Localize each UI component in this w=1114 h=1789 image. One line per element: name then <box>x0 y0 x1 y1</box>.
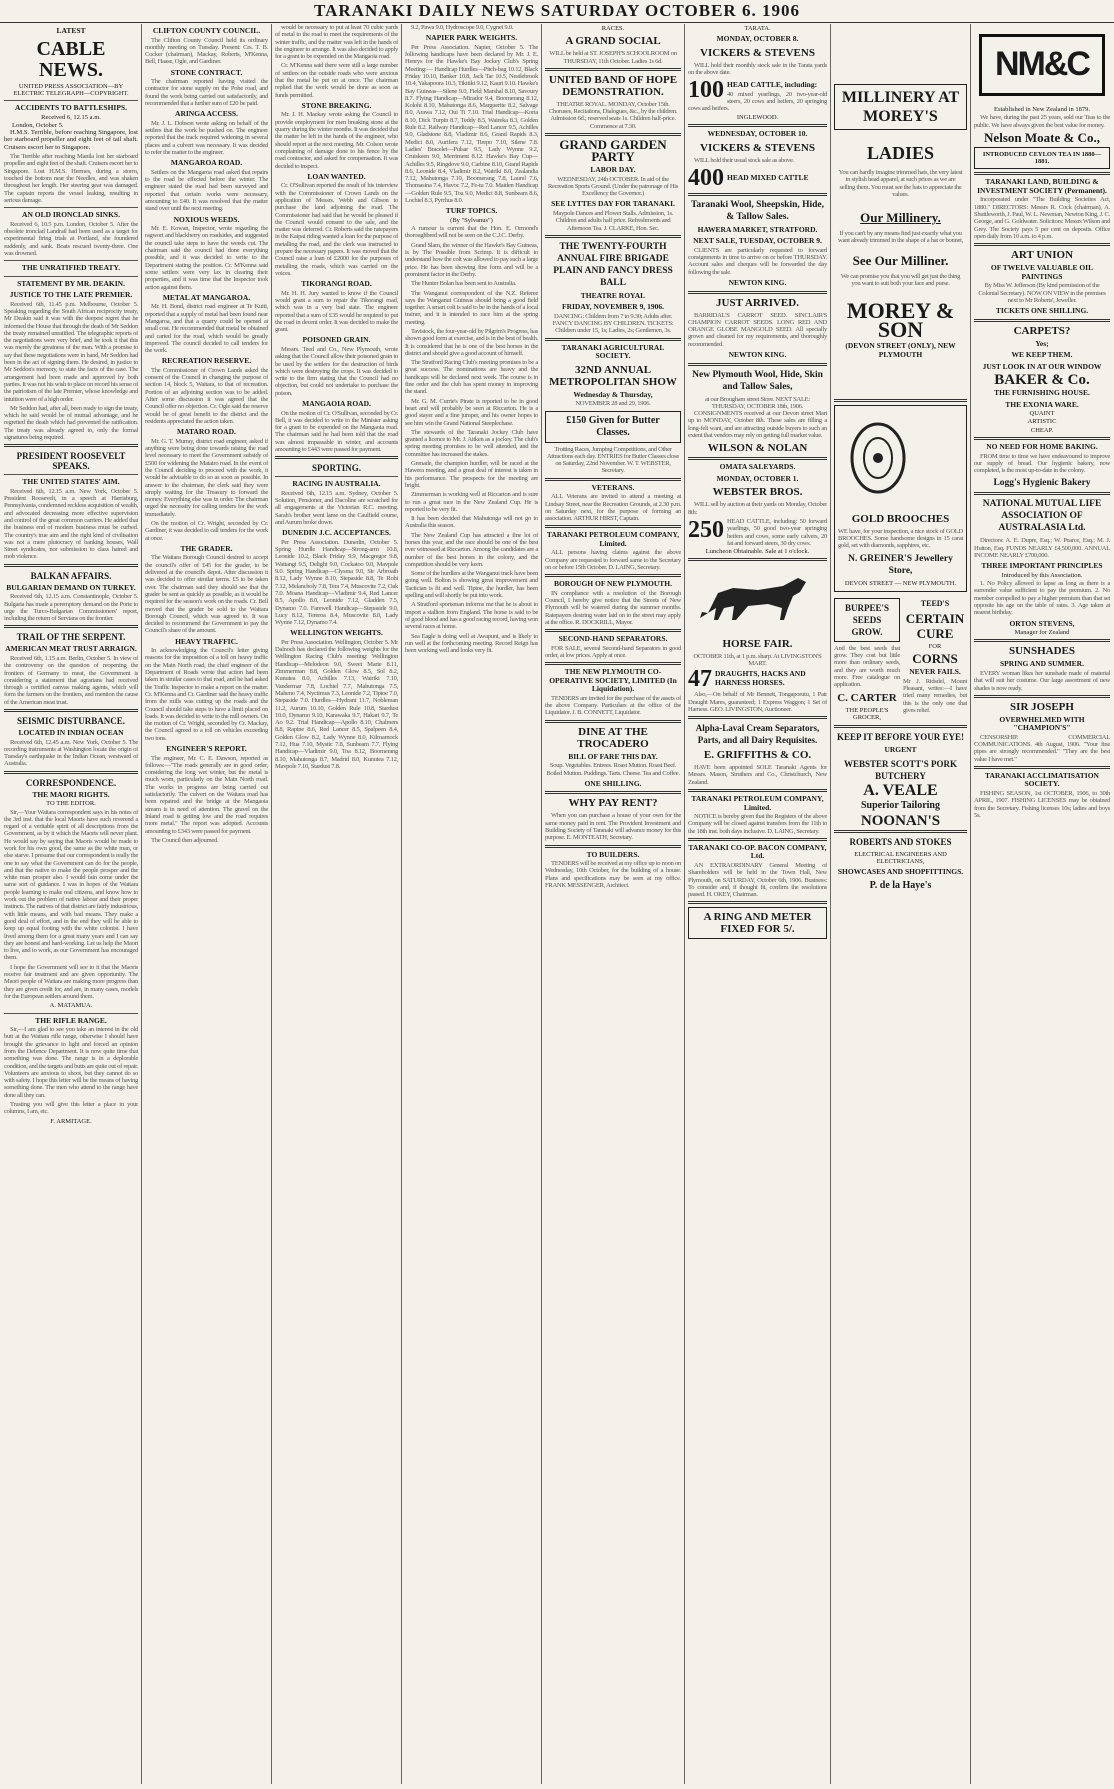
press-assoc-note: UNITED PRESS ASSOCIATION—BY ELECTRIC TELEGRAPH—COPYRIGHT. <box>13 82 129 97</box>
ad-ring-meter: A RING AND METER FIXED FOR 5/. <box>688 907 827 939</box>
headline-wellington: WELLINGTON WEIGHTS. <box>290 628 383 638</box>
headline-ironclad: AN OLD IRONCLAD SINKS. <box>22 210 120 220</box>
ad-monday-oct1: MONDAY, OCTOBER 1. <box>716 473 799 483</box>
headline-roosevelt: PRESIDENT ROOSEVELT SPEAKS. <box>16 451 126 472</box>
headline-mangaoia: MANGAOIA ROAD. <box>302 399 371 409</box>
ad-window: JUST LOOK IN AT OUR WINDOW <box>982 361 1102 371</box>
ad-artistic: ARTISTIC <box>1027 418 1057 426</box>
headline-noxious: NOXIOUS WEEDS. <box>173 214 240 224</box>
nmc-logo: NM&C <box>979 34 1105 96</box>
ad-roberts: ROBERTS AND STOKES <box>849 836 952 847</box>
ad-ladies: LADIES <box>866 143 935 163</box>
ad-morey-son: MOREY & SON <box>846 298 955 343</box>
ad-acclim: TARANAKI ACCLIMATISATION SOCIETY. <box>985 770 1099 789</box>
ad-omata: OMATA SALEYARDS. <box>719 462 796 472</box>
ad-butter-prize: £150 Given for Butter Classes. <box>545 411 681 443</box>
ad-vickers-2: VICKERS & STEVENS <box>700 141 815 154</box>
horse-icon <box>688 568 827 628</box>
ad-introducing: INTRODUCED CEYLON TEA IN 1880—1881. <box>974 147 1110 170</box>
headline-poisoned: POISONED GRAIN. <box>302 335 371 345</box>
ad-greiner: N. GREINER'S Jewellery Store, <box>848 553 953 576</box>
ad-bacon: TARANAKI CO-OP. BACON COMPANY, Ltd. <box>688 842 827 861</box>
column-rule <box>830 24 831 1784</box>
ad-mixed-cattle: HEAD MIXED CATTLE <box>727 172 809 182</box>
headline-metal: METAL AT MANGAROA. <box>162 292 251 302</box>
column-6: TARATA. MONDAY, OCTOBER 8. VICKERS & STEVENS WILL hold their monthly stock sale in the Tarata yards on the above date. 100 HEAD CATTLE, including: 40 mixed yearlings, 20 two-year-old steers, 20 cows and heifers, 20 springing cows and heifers. INGLEWOOD. WEDNESDAY, OCTOBER 10. VICKERS & STEVENS WILL hold their usual stock sale as above. 400 HEAD MIXED CATTLE Taranaki Wool, Sheepskin, Hide, & Tallow Sales. HAWERA MARKET, STRATFORD. NEXT SALE, TUESDAY, OCTOBER 9. CLIENTS are particularly requested to forward consignments in time to arrive on or before THURSDAY. Account sales and cheques will be forwarded the day following the sale. NEWTON KING. JUST ARRIVED. BARRIDAL'S CARROT SEED. SINCLAIR'S CHAMPION CARROT SEEDS. LONG RED AND ORANGE GLOBE MANGOLD SEED. All specially grown and cleaned for my requirements, and thoroughly recommended. NEWTON KING. New Plymouth Wool, Hide, Skin and Tallow Sales, at our Brougham street Store. NEXT SALE: THURSDAY, OCTOBER 18th, 1906. CONSIGNMENTS received at our Devon street Mart up to MONDAY, October 8th. These sales are filling a long-felt want, and are attracting outside buyers to such an extent that vendors may rely on getting full market value. WILSON & NOLAN OMATA SALEYARDS. MONDAY, OCTOBER 1. WEBSTER BROS. WILL sell by auction at their yards on Monday, October 8th: 250 HEAD CATTLE, including: 50 forward yearlings, 50 good two-year springing heifers and cows, some early calvers, 20 fat and forward steers, 30 dry cows. Luncheon Obtainable. Sale at 1 o'clock. HORSE FAIR. OCTOBER 11th, at 1 p.m. sharp. At LIVINGSTON'S MART. 47 DRAUGHTS, HACKS AND HARNESS HORSES. Also,—On behalf of Mr Bennett, Tongaporutu, 1 Pair Draught Mares, guaranteed; 1 Express Waggon; 1 Set of Harness. GEO. LIVINGSTON, Auctioneer. Alpha-Laval Cream Separators, Parts, and all Dairy Requisites. E. GRIFFITHS & CO. HAVE been appointed SOLE Taranaki Agents for Messrs. Mason, Struthers and Co., Christchurch, New Zealand. TARANAKI PETROLEUM COMPANY, Limited. NOTICE is hereby given that the Registers of the above Company will be closed against transfers from the 11th to the 18th inst. both days inclusive. D. LAING, Secretary. TARANAKI CO-OP. BACON COMPANY, Ltd. AN EXTRAORDINARY General Meeting of Shareholders will be held in the Town Hall, New Plymouth, on SATURDAY, October 6th, 1906. Business: To consider and, if thought fit, confirm the resolutions passed. H. OKEY, Chairman. A RING AND METER FIXED FOR 5/. <box>688 24 827 1784</box>
ad-wilson-nolan: WILSON & NOLAN <box>707 442 808 455</box>
number-47: 47 <box>688 667 712 692</box>
headline-serpent: TRAIL OF THE SERPENT. <box>16 632 126 643</box>
headline-council: CLIFTON COUNTY COUNCIL. <box>152 26 261 35</box>
ad-griffiths: E. GRIFFITHS & CO. <box>703 749 812 762</box>
headline-grader: THE GRADER. <box>180 543 233 553</box>
headline-treaty: THE UNRATIFIED TREATY. <box>21 263 121 273</box>
ad-tailoring: Superior Tailoring <box>860 799 940 811</box>
headline-report: ENGINEER'S REPORT. <box>166 744 247 754</box>
ad-overwhelmed: OVERWHELMED WITH "CHAMPION'S" <box>999 714 1085 733</box>
ad-just-arrived: JUST ARRIVED. <box>716 296 799 309</box>
ad-horse-fair: HORSE FAIR. <box>722 637 793 650</box>
ad-next-sale: NEXT SALE, TUESDAY, OCTOBER 9. <box>693 236 822 246</box>
ad-la-haye: P. de la Haye's <box>869 879 932 891</box>
ad-borough: BOROUGH OF NEW PLYMOUTH. <box>553 579 673 589</box>
ad-carpets: CARPETS? <box>1013 324 1071 337</box>
ad-see-lyttel: SEE LYTTES DAY FOR TARANAKI. <box>551 199 675 209</box>
headline-dunedin: DUNEDIN J.C. ACCEPTANCES. <box>282 528 391 538</box>
brooch-icon <box>838 413 918 503</box>
headline-heavy: HEAVY TRAFFIC. <box>175 636 238 646</box>
headline-meat: AMERICAN MEAT TRUST ARRAIGN. <box>5 644 137 654</box>
cable-news-heading: CABLE NEWS. <box>36 37 106 81</box>
ad-trocadero: DINE AT THE TROCADERO <box>577 725 649 750</box>
headline-bulgarian: BULGARIAN DEMAND ON TURKEY. <box>6 582 136 592</box>
number-400: 400 <box>688 165 724 190</box>
headline-justice: JUSTICE TO THE LATE PREMIER. <box>9 290 133 300</box>
headline-correspondence: CORRESPONDENCE. <box>25 777 117 788</box>
ad-spring: SPRING AND SUMMER. <box>1000 659 1084 669</box>
headline-aringa: ARINGA ACCESS. <box>175 109 238 119</box>
column-rule <box>684 24 685 1784</box>
headline-deakin: STATEMENT BY MR. DEAKIN. <box>17 278 125 288</box>
ad-fire-brigade-ball: THE TWENTY-FOURTH ANNUAL FIRE BRIGADE PLAIN AND FANCY DRESS BALL <box>553 241 673 288</box>
ad-our-millinery: Our Millinery. <box>860 210 941 226</box>
column-8: NM&C Established in New Zealand in 1879. We have, during the past 25 years, sold our Teas to the public. We have always given the best value for money. Nelson Moate & Co., INTRODUCED CEYLON TEA IN 1880—1881. TARANAKI LAND, BUILDING & INVESTMENT SOCIETY (Permanent). Incorporated under "The Building Societies Act, 1880." DIRECTORS: Messrs R. Cock (chairman), A. Shuttleworth, J. Paul, W. L. Newman, Newton King, J. C. George, and G. Goldwater. Solicitors: Messrs Wilson and Grey. The Society pays 5 per cent on deposits. Office open daily from 10 a.m. to 4 p.m. ART UNION OF TWELVE VALUABLE OIL PAINTINGS By Miss W. Jefferson (By kind permission of the Colonial Secretary). NOW ON VIEW in the premises next to Mr Roberts', Jeweller. TICKETS ONE SHILLING. CARPETS? Yes; WE KEEP THEM. JUST LOOK IN AT OUR WINDOW BAKER & Co. THE FURNISHING HOUSE. THE EXONIA WARE. QUAINT ARTISTIC CHEAP. NO NEED FOR HOME BAKING. FROM time to time we have endeavoured to improve our supply of bread. Our hygienic bakery, now completed, is the most up-to-date in the colony. Logg's Hygienic Bakery NATIONAL MUTUAL LIFE ASSOCIATION OF AUSTRALASIA Ltd. Directors: A. E. Dupre, Esq.; W. Pearce, Esq.; M. J. Hutton, Esq. FUNDS NEARLY £4,500,000. ANNUAL INCOME NEARLY £700,000. THREE IMPORTANT PRINCIPLES Introduced by this Association. 1. No Policy allowed to lapse as long as there is a surrender value sufficient to pay the premium. 2. No member compelled to pay a higher premium than that set opposite his age on the table of rates. 3. Age taken at nearest birthday. ORTON STEVENS, Manager for Zealand SUNSHADES SPRING AND SUMMER. EVERY woman likes her sunshade made of material that will suit her costume. Our large assortment of new shades is now ready. SIR JOSEPH OVERWHELMED WITH "CHAMPION'S" CENSORSHIP. COMMERCIAL COMMUNICATIONS. 4th August, 1906. "Your fine pipes are strongly recommended." "They are the best value I have met." TARANAKI ACCLIMATISATION SOCIETY. FISHING SEASON, 1st OCTOBER, 1906, to 30th APRIL, 1907. FISHING LICENSES may be obtained from the Secretary. Fishing licenses 10s; ladies and boys 5s. <box>974 24 1110 1784</box>
ad-head-cattle: HEAD CATTLE, including: <box>727 80 818 90</box>
ad-webster: WEBSTER BROS. <box>712 486 803 499</box>
headline-racing: RACING IN AUSTRALIA. <box>292 479 381 489</box>
ad-yes: Yes; <box>1035 338 1049 348</box>
ad-petroleum: TARANAKI PETROLEUM COMPANY, Limited. <box>546 530 680 548</box>
ad-principles: THREE IMPORTANT PRINCIPLES <box>981 561 1103 571</box>
dateline: London, October 5. <box>12 121 64 129</box>
headline-rifle: THE RIFLE RANGE. <box>35 1015 107 1025</box>
headline-us-aim: THE UNITED STATES' AIM. <box>22 477 120 487</box>
ad-monday: MONDAY, OCTOBER 8. <box>716 34 799 44</box>
ad-garden-party: GRAND GARDEN PARTY <box>559 137 667 165</box>
ad-separators: SECOND-HAND SEPARATORS. <box>558 634 668 644</box>
ad-keep-them: WE KEEP THEM. <box>1011 350 1073 360</box>
headline-loan: LOAN WANTED. <box>307 171 366 181</box>
ad-baking: NO NEED FOR HOME BAKING. <box>986 442 1098 452</box>
ad-gold-brooches: GOLD BROOCHES <box>851 512 950 525</box>
ad-burpees: BURPEE'S SEEDS GROW. <box>834 598 900 642</box>
ad-band-of-hope: UNITED BAND OF HOPE DEMONSTRATION. <box>548 73 678 98</box>
ad-national-mutual: NATIONAL MUTUAL LIFE ASSOCIATION OF AUSTRALASIA Ltd. <box>982 499 1102 534</box>
ad-millinery: MILLINERY AT MOREY'S <box>841 89 960 125</box>
headline-reserve: RECREATION RESERVE. <box>161 356 252 366</box>
ad-bill-of-fare: BILL OF FARE THIS DAY. <box>568 751 658 761</box>
number-250: 250 <box>688 517 724 543</box>
ad-see-our-milliner: See Our Milliner. <box>852 252 949 268</box>
headline-sporting: SPORTING. <box>312 463 361 474</box>
ad-carter-sub: THE PEOPLE'S GROCER, <box>845 706 889 721</box>
ad-teds: TEED'S <box>920 598 950 608</box>
ad-showcases: SHOWCASES AND SHOPFITTINGS. <box>837 867 964 877</box>
ad-certain: CERTAIN <box>905 610 965 626</box>
ad-loggs: Logg's Hygienic Bakery <box>993 478 1091 489</box>
ad-one-shilling: ONE SHILLING. <box>584 778 642 788</box>
ad-never-fails: NEVER FAILS. <box>909 667 961 677</box>
column-rule <box>970 24 971 1784</box>
column-5: RACES. A GRAND SOCIAL WILL be held at ST. JOSEPH'S SCHOOLROOM on THURSDAY, 11th October. Ladies 1s 6d. UNITED BAND OF HOPE DEMONSTRATION. THEATRE ROYAL. MONDAY, October 15th. Choruses, Recitations, Dialogues, &c., by the children. Admission 6d.; reserved seats 1s. Children half-price. Commence at 7.30. GRAND GARDEN PARTY LABOR DAY. WEDNESDAY, 24th OCTOBER. In aid of the Recreation Sports Ground. (Under the patronage of His Excellency the Governor.) SEE LYTTES DAY FOR TARANAKI. Maypole Dances and Flower Stalls. Admission, 1s. Children and adults half price. Refreshments and Afternoon Tea. J. CLARKE, Hon. Sec. THE TWENTY-FOURTH ANNUAL FIRE BRIGADE PLAIN AND FANCY DRESS BALL THEATRE ROYAL FRIDAY, NOVEMBER 9, 1906. DANCING: Children from 7 to 9.30; Adults after. FANCY DANCING BY CHILDREN. TICKETS: Children under 15, 1s; Ladies, 2s; Gentlemen, 3s. TARANAKI AGRICULTURAL SOCIETY. 32ND ANNUAL METROPOLITAN SHOW Wednesday & Thursday, NOVEMBER 28 and 29, 1906. £150 Given for Butter Classes. Trotting Races, Jumping Competitions, and Other Attractions each day. ENTRIES for Butter Classes close on Saturday, 22nd November. W. T. WEBSTER, Secretary. VETERANS. ALL Veterans are invited to attend a meeting at Lindsay Street, near the Recreation Grounds, at 2.30 p.m. on Saturday next, for the purpose of forming an association. ARTHUR HIRST, Captain. TARANAKI PETROLEUM COMPANY, Limited. ALL persons having claims against the above Company are requested to forward same to the Secretary on or before 15th October. D. LAING, Secretary. BOROUGH OF NEW PLYMOUTH. IN compliance with a resolution of the Borough Council, I hereby give notice that the Streets of New Plymouth will be watered during the summer months. Ratepayers desiring water laid on to the street may apply at the office. R. DOCKRILL, Mayor. SECOND-HAND SEPARATORS. FOR SALE, several Second-hand Separators in good order, at low prices. Apply at once. THE NEW PLYMOUTH CO-OPERATIVE SOCIETY, LIMITED (In Liquidation). TENDERS are invited for the purchase of the assets of the above Company. Particulars at the office of the Liquidator. J. B. CONNETT, Liquidator. DINE AT THE TROCADERO BILL OF FARE THIS DAY. Soup. Vegetables. Entrees. Roast Mutton. Roast Beef. Boiled Mutton. Puddings. Tarts. Cheese. Tea and Coffee. ONE SHILLING. WHY PAY RENT? When you can purchase a house of your own for the same money paid in rent. The Provident Investment and Building Society of Taranaki will advance money for this purpose. E. MONTEATH, Secretary. TO BUILDERS. TENDERS will be received at my office up to noon on Wednesday, 10th October, for the building of a house. Plans and specifications may be seen at my office. FRANK MESSENGER, Architect. <box>545 25 681 889</box>
ad-orton: ORTON STEVENS, <box>1009 618 1075 628</box>
ad-cheap: CHEAP. <box>1030 426 1054 434</box>
headline-napier: NAPIER PARK WEIGHTS. <box>425 33 518 43</box>
ad-sir-joseph: SIR JOSEPH <box>1010 700 1074 713</box>
ad-np-wool: New Plymouth Wool, Hide, Skin and Tallow Sales, <box>692 369 823 392</box>
headline-matairo: MATARO ROAD. <box>177 427 236 437</box>
headline-stonebreaking: STONE BREAKING. <box>301 100 372 110</box>
ad-petroleum-2: TARANAKI PETROLEUM COMPANY, Limited. <box>691 794 824 812</box>
ad-wool-sales: Taranaki Wool, Sheepskin, Hide, & Tallow Sales. <box>690 199 825 222</box>
ad-sunshades: SUNSHADES <box>1008 645 1076 658</box>
ad-englewood: INGLEWOOD. <box>736 113 779 121</box>
ad-manager: Manager for Zealand <box>1014 629 1070 637</box>
ad-cure: CURE <box>916 625 954 641</box>
ad-show-dates: Wednesday & Thursday, <box>573 389 653 399</box>
received-time: Received 6, 12.15 a.m. <box>41 113 101 121</box>
ad-co-op: THE NEW PLYMOUTH CO-OPERATIVE SOCIETY, LIMITED (In Liquidation). <box>549 667 677 694</box>
ad-land-bldg: TARANAKI LAND, BUILDING & INVESTMENT SOCIETY (Permanent). <box>977 177 1107 195</box>
column-rule <box>141 24 142 1784</box>
headline-mangaroa: MANGAROA ROAD. <box>170 158 243 168</box>
column-7: MILLINERY AT MOREY'S LADIES You can hardly imagine trimmed hats, the very latest in stylish head apparel, at such prices as we are selling them. You must see the hats to appreciate the values. Our Millinery. If you can't by any means find just exactly what you want already trimmed in the shape of a hat or bonnet, See Our Milliner. We can promise you that you will get just the thing you want to suit both your face and purse. MOREY & SON (DEVON STREET (ONLY), NEW PLYMOUTH GOLD BROOCHES WE have, for your inspection, a nice stock of GOLD BROOCHES. Some handsome designs in 15 carat gold, set with diamonds, sapphires, etc. N. GREINER'S Jewellery Store, DEVON STREET — NEW PLYMOUTH. BURPEE'S SEEDS GROW. And the best seeds that grow. They cost but little more than ordinary seeds, and they are worth much more. Free catalogue on application. C. CARTER THE PEOPLE'S GROCER, TEED'S CERTAIN CURE FOR CORNS NEVER FAILS. Mr J. Ridsdel, Mount Pleasant, writes:—I have tried many remedies, but this is the only one that gives relief. KEEP IT BEFORE YOUR EYE! URGENT WEBSTER SCOTT'S PORK BUTCHERY A. VEALE Superior Tailoring NOONAN'S ROBERTS AND STOKES ELECTRICAL ENGINEERS AND ELECTRICIANS, SHOWCASES AND SHOPFITTINGS. P. de la Haye's <box>834 24 967 1784</box>
ad-corns: CORNS <box>912 651 958 667</box>
headline-located: LOCATED IN INDIAN OCEAN <box>18 728 124 738</box>
races-label: RACES. <box>601 25 625 32</box>
ad-builders: TO BUILDERS. <box>586 849 640 859</box>
ad-newton-king: NEWTON KING. <box>728 278 787 288</box>
ad-alpha-laval: Alpha-Laval Cream Separators, Parts, and all Dairy Requisites. <box>695 723 820 746</box>
latest-label: LATEST <box>56 26 86 35</box>
ad-metro-show: 32ND ANNUAL METROPOLITAN SHOW <box>549 363 677 388</box>
ad-keep: KEEP IT BEFORE YOUR EYE! <box>836 732 965 743</box>
ad-rent: WHY PAY RENT? <box>568 797 658 810</box>
ad-introduced: Introduced by this Association. <box>1001 571 1083 579</box>
ad-quaint: QUAINT <box>1029 410 1055 418</box>
ad-noonans: NOONAN'S <box>860 812 941 829</box>
ad-grand-social: A GRAND SOCIAL <box>565 35 661 48</box>
column-rule <box>541 24 542 1784</box>
ad-tarata: TARATA. <box>744 25 771 32</box>
headline-stone: STONE CONTRACT. <box>170 67 243 77</box>
ad-furnishing: THE FURNISHING HOUSE. <box>994 388 1090 398</box>
ad-for: FOR <box>928 642 942 650</box>
ad-veterans: VETERANS. <box>591 482 635 492</box>
ad-hawera: HAWERA MARKET, STRATFORD. <box>697 224 818 234</box>
column-4: 9.2, Pawa 9.0, Hydroscope 9.0, Cygnet 9.0. NAPIER PARK WEIGHTS. Per Press Association. Napier, October 5. The following handicaps have been declared by Mr. J. E. Henrys for the Hawke's Bay Jockey Club's Spring Meeting:— Handicap Hurdles—Pitch-bag 10.12, Black Friday 10.10, Banker 10.8, Jack Tar 10.5, Nestlebrook 10.4, Yakapoora 10.3, Tikitiki 9.12, Kauri 9.10. Hawke's Bay Guineas—Silene 9.0, Field Marshal 8.10, Savoury 8.7. Flying Handicap—Mirador 9.4, Boomerang 8.12, Kolohi 8.10, Mahutonga 8.6, Marguerite 8.2, Salvage 8.0, Arawa 7.12, Oui Ti 7.10. Trial Handicap—Koria 8.10, Dick Turpin 8.7, Teddy 8.5, Waireka 8.3, Golden Rule 8.2. Railway Handicap—Red Lancer 9.5, Achilles 9.0, Gladstone 8.8, Vladimir 8.6, Grand Rapids 8.3, Medici 8.0, Aurifera 7.12, Tirepo 7.10, Silene 7.8. Ladies' Bracelet—Pulsar 9.5, Lady Wynne 9.2, Cruiskeen 9.0, Merriment 8.12. Hawke's Bay Cup—Achilles 9.5, Ringdove 9.0, Carbine 8.10, Grand Rapids 8.6, Leonide 8.4, Vladimir 8.2, Wairiki 8.0, Zealandia 7.12, Mahutonga 7.10, Boomerang 7.8, Laurel 7.6, Thomasina 7.4, Havoc 7.2, Fe-tu 7.0. Maiden Handicap—Golden Rule 9.5, Toa 9.0, Medici 8.8, Sunbeam 8.6, Lochiel 8.3, Pyrrhus 8.0. TURF TOPICS. (By "Sylvanus") A rumour is current that the Hon. E. Ormond's thoroughbred will not be seen on the C.J.C. Derby. Grand Slam, the winner of the Hawke's Bay Guineas, is by The Possible from Scrimp. It is difficult to understand how the colt was allowed to pay such a large price. He has been showing fine form and will be a prominent factor in the Derby. The Hunter Bolan has been sent to Australia. The Wanganui correspondent of the N.Z. Referee says the Wanganui Guineas should bring a good field together. A smart colt is said to be in the hands of a local trainer, and it is intended to race him at the spring meeting. Tavistock, the four-year-old by Pilgrim's Progress, has shown good form at exercise, and is in the best of health. It is considered that he is one of the best horses in the district and should give a good account of himself. The Stratford Racing Club's meeting promises to be a great success. The nominations are heavy and the handicaps will be declared next week. The course is in fine order and the club has spent money in improving the stand. Mr. G. M. Currie's Pirate is reported to be in good heart and will probably be seen at Riccarton. He is a good stayer and a fine jumper, and his owner hopes to see him win the Grand National Steeplechase. The stewards of the Taranaki Jockey Club have granted a licence to Mr. J. Aitken as a jockey. The club's spring meeting promises to be well attended, and the committee has increased the stakes. Grenade, the champion hurdler, will be raced at the Hawera meeting, and a great deal of interest is taken in his performance. The prospects for the meeting are bright. Zimmerman is working well at Riccarton and is sure to run a great race in the New Zealand Cup. He is reported to be very fit. It has been decided that Mahutonga will not go to Australia this season. The New Zealand Cup has attracted a fine lot of horses this year, and the race should be one of the best ever witnessed at Riccarton. Among the candidates are a number of the best horses in the colony, and the competition should be very keen. Some of the hurdlers at the Wanganui track have been going well. Bolton is showing great improvement and Tactician is fit and well. Tiptoe, the hurdler, has been spelling and will shortly be put into work. A Stratford sportsman informs me that he is about to import a stallion from England. The horse is said to be of good blood and has a good racing record, having won several races at home. Sea Eagle is doing well at Awapuni, and is likely to run well at the forthcoming meeting. Record Reign has been working well and looks very fit. <box>405 24 538 655</box>
column-1: LATEST CABLE NEWS. UNITED PRESS ASSOCIATION—BY ELECTRIC TELEGRAPH—COPYRIGHT. ACCIDENTS TO BATTLESHIPS. Received 6, 12.15 a.m. London, October 5. H.M.S. Terrible, before reaching Singapore, lost her starboard propeller and eight feet of tail shaft. Cruisers escort her to Singapore. The Terrible after reaching Manila lost her starboard propeller and eight feet of the shaft. Cruisers escort her to Singapore. Lost H.M.S. Hermes, during a storm, touched the bottom near the Needles, and was shaken throughout her length. Her steering gear was damaged. The captain reports the vessel leaking, resulting in serious damage. AN OLD IRONCLAD SINKS. Received 6, 10.5 p.m. London, October 5. After the obsolete ironclad Landrail had been used as a target for experimental firing trials at Portland, she foundered suddenly, and sank. Boats rescued twenty-three. One was drowned. THE UNRATIFIED TREATY. STATEMENT BY MR. DEAKIN. JUSTICE TO THE LATE PREMIER. Received 6th, 11.45 p.m. Melbourne, October 5. Speaking regarding the South African reciprocity treaty, Mr Deakin said it was with the deepest regret that he informed the House that through the death of Mr Seddon the treaty remained unratified. The telegraphic reports of the negotiations were very brief, and he took it that this was merely the greatness of the man. With a promise to say that these negotiations were in hand, Mr Seddon had been in the act of signing them. He desired, in justice to Mr Seddon's memory, to state the facts of the case. The arrangement had been made and approved by both parties. It was not his wish to place on record his sense of the patriotism of the late Premier, whose knowledge and intuition were of a high order. Mr Seddon had, after all, been ready to sign the treaty, which he said would be of mutual advantage, and he regretted the death which had prevented the ratification. The treaty was already agreed to, only the formal signatures being required. PRESIDENT ROOSEVELT SPEAKS. THE UNITED STATES' AIM. Received 6th, 12.15 a.m. New York, October 5. President Roosevelt, in a speech at Harrisburg, Pennsylvania, condemned reckless acquisition of wealth, and advocated decreasing more effective supervision and control of the great common carriers. He added that the business end of modern business must be curbed. The country's true aim and the right kind of civilisation was not a mere plutocracy of banking houses, Wall Street syndicates, nor submission to class hatred and mob violence. BALKAN AFFAIRS. BULGARIAN DEMAND ON TURKEY. Received 6th, 12.15 a.m. Constantinople, October 5. Bulgaria has made a peremptory demand on the Porte to urge the Turco-Bulgarian Commissioners' report, including the return of Servians on the frontier. TRAIL OF THE SERPENT. AMERICAN MEAT TRUST ARRAIGN. Received 6th, 1.15 a.m. Berlin, October 5. In view of the controversy on the question of reopening the frontiers of Germany to meat, the Government is considering a statement that agrarians had received through a certified canvas making agents, which will form the farmers on the frontiers, and mention the cause of the American meat trust. SEISMIC DISTURBANCE. LOCATED IN INDIAN OCEAN Received 6th, 12.45 a.m. New York, October 5. The recording instruments at Washington locate the origin of Tuesday's earthquake in the Indian Ocean, westward of Australia. CORRESPONDENCE. THE MAORI RIGHTS. TO THE EDITOR. Sir,—Your Waitara correspondent says in his notes of the 3rd inst. that the local Maoris have such reverend a regard of a veritable spirit of all descriptions from the Government, as by it which the Maoris will never plant. He would say by saying that Maoris would be made to work for his own good, the same as the white man, or else starve. I presume that our correspondent is really the one to say what the Government can do for the people, and that the native to make the people prosper and the white man prosper also. I would fain come under the same sort of guidance. I was in hopes of the Waitara people learning to make real citizens, and know how to work out the problem of native labour and their proper instincts. The natives of that district are fairly industrious, with little means, and with bad means. They make a good deal of effort, and in the end they will be able to keep up equal footing with the white colonist. I have lived among them for a great many years and I can say they are honest and hard-working. Let us help the Maori to live, and to work, as our Government has encouraged them. I hope the Government will see to it that the Maoris receive fair treatment and are given opportunity. The Maori people of Waitara are making more progress than they are given credit for, and are, in many cases, models for the European settlers around them. A. MATAMUA. THE RIFLE RANGE. Sir,—I am glad to see you take an interest in the old butt at the Waitara rifle range, otherwise I should have brought the grievance to light and forced an opinion from the Defence Department. It is now quite time that something was done. The range is in a deplorable condition, and the targets and butts are quite out of repair. Volunteers are anxious to shoot, but they cannot do so with safety. I hope this letter will be the means of having something done. The men who attend to the range have done all they can. Trusting you will give this letter a place in your columns, I am, etc. F. ARMITAGE. <box>4 26 138 1125</box>
ad-nelson: Nelson Moate & Co., <box>984 129 1100 145</box>
masthead: TARANAKI DAILY NEWS SATURDAY OCTOBER 6. 1906 <box>0 0 1114 23</box>
ad-ball-date: FRIDAY, NOVEMBER 9, 1906. <box>562 302 664 312</box>
ad-urgent: URGENT <box>884 745 917 755</box>
ad-baker: BAKER & Co. <box>994 372 1090 389</box>
headline-tikorangi: TIKORANGI ROAD. <box>301 279 372 289</box>
ad-roberts-sub: ELECTRICAL ENGINEERS AND ELECTRICIANS, <box>854 850 947 866</box>
headline-maori: THE MAORI RIGHTS. <box>32 789 110 799</box>
ad-ag-society: TARANAKI AGRICULTURAL SOCIETY. <box>561 342 665 361</box>
ad-nmc-sub: Established in New Zealand in 1879. <box>993 106 1091 113</box>
ad-draughts: DRAUGHTS, HACKS AND HARNESS HORSES. <box>715 669 806 687</box>
headline-turf: TURF TOPICS. <box>445 206 498 216</box>
ad-twelve: OF TWELVE VALUABLE OIL PAINTINGS <box>990 263 1094 281</box>
article-paragraph: H.M.S. Terrible, before reaching Singapore, lost her starboard propeller and eight feet of tail shaft. Cruisers escort her to Singapore. <box>4 129 138 151</box>
headline-battleships: ACCIDENTS TO BATTLESHIPS. <box>15 103 127 113</box>
ad-devon: (DEVON STREET (ONLY), NEW PLYMOUTH <box>845 341 956 359</box>
column-2: CLIFTON COUNTY COUNCIL. The Clifton County Council held its ordinary monthly meeting on Tuesday. Present: Crs. T. B. Cocker (chairman), Mackay, Roberts, M'Kenna, Bell, Haase, Ogle, and Gardiner. STONE CONTRACT. The chairman reported having visited the contractor for stone supply on the Pohe road, and found the work being carried out satisfactorily, and recommended that a further sum of £20 be paid. ARINGA ACCESS. Mr. J. L. Dobson wrote asking on behalf of the settlers that the work be pushed on. The engineer reported that the track required widening in several places and a culvert was necessary. It was decided to refer the matter to the engineer. MANGAROA ROAD. Settlers on the Mangaroa road asked that repairs to the road be effected before the winter. The engineer stated the road had been surveyed and reported that certain works were necessary, amounting to £40. It was resolved that the matter stand over until the next meeting. NOXIOUS WEEDS. Mr. E. Kowan, Inspector, wrote regarding the ragwort and blackberry on roadsides, and suggested the council take steps to have the weeds cut. The chairman said the council had done everything possible, and it was decided to write to the Department stating the position. Cr. M'Kenna said some settlers were very lax in clearing their properties, and it was time that the Inspector took action against them. METAL AT MANGAROA. Mr. H. Bond, district road engineer at Te Kuiti, reported that a supply of metal had been found near Mangaroa, and that a quarry could be opened at small cost. He recommended that metal be obtained and carted for the road, which would be greatly improved. The council decided to call tenders for the work. RECREATION RESERVE. The Commissioner of Crown Lands asked the consent of the Council in changing the purpose of section 14, block 5, Waitara, to that of recreation. Portion of an adjoining section was to be added. After some discussion it was agreed that the Council offer no objection. Cr. Ogle said the reserve would be of great benefit to the district and the residents appreciated the action taken. MATARO ROAD. Mr. G. T. Murray, district road engineer, asked if anything were being done towards raising the road level necessary to meet the Government subsidy of £500 for widening the Matairo road. In the event of the Council deciding to proceed with the work, it would be advisable to do so as soon as possible. In answer to the chairman, the clerk said they were simply waiting for the Treasury to forward the money. Everything else was in order. The chairman urged the necessity for calling tenders for the work immediately. On the motion of Cr. Wright, seconded by Cr. Gardiner, it was decided to call tenders for the work at once. THE GRADER. The Waitara Borough Council desired to accept the council's offer of £45 for the grader, to be delivered at the council's depot. After discussion it was decided to offer similar terms. £5 to be taken over. The chairman said they should see that the grader be sent as quickly as possible, as it would be required for the season's work on the roads. Cr. Bell moved that the grader be sold to the Waitara Borough Council, which was agreed to. It was decided to recommend the Government to pay the Council's share of the amount. HEAVY TRAFFIC. In acknowledging the Council's letter giving reasons for the imposition of a toll on heavy traffic on the Main North road, the chief engineer of the Department of Roads wrote that action had been taken in similar cases to that road, and he had asked the Traffic Inspector to make a report on the matter. Cr. M'Kenna and Cr. Gardiner said the heavy traffic from the mills was cutting up the roads and the Council should take steps to have a limit placed on loads. It was decided to write to the mill owners. On the motion of Cr. Wright, seconded by Cr. Mackay, the Council agreed to a toll on vehicles exceeding two tons. ENGINEER'S REPORT. The engineer, Mr. C. E. Dawson, reported as follows:—"The roads generally are in good order, considering the long wet winter, but the metal is much worn, particularly on the Main North road. The works in progress are being carried out satisfactorily. The culvert on the Waitara road has been repaired and the bridge at the Mangaoia stream is in need of attention. The gravel on the Inland road is getting low and the road requires more metal." The report was adopted. Accounts amounting to £343 were passed for payment. The Council then adjourned. <box>145 26 268 844</box>
ad-devon-street: DEVON STREET — NEW PLYMOUTH. <box>844 579 957 587</box>
column-3: would be necessary to put at least 70 cubic yards of metal to the road to meet the requirements of the winter traffic, and the matter was left in the hands of the engineer to arrange. It was also decided to apply for a grant to be expended on the Mangaoia road. Cr. M'Kenna said there were still a large number of settlers on the outside roads who were anxious that the metal be put on at once. The chairman replied that the work would be done as soon as funds permitted. STONE BREAKING. Mr. J. H. Mackay wrote asking the Council to provide employment for men breaking stone at the quarry during the winter months. It was decided that the matter be left in the hands of the engineer, who should report at the next meeting. Mr. Colson wrote complaining of damage done to his fence by the road contractor, and asked for compensation. It was decided to inspect. LOAN WANTED. Cr. O'Sullivan reported the result of his interview with the Commissioner of Crown Lands on the application of Messrs. Webb and Gibson to purchase the land adjoining the road. The Commissioner had said that he would be pleased if the Council would consent to the sale, and the matter was deferred. Cr. Roberts said the ratepayers in the Kaipai riding wanted a loan for the purpose of metalling the road, and the clerk was instructed to prepare the necessary papers. It was moved that the Council raise a loan of £2000 for the purposes of metalling the roads, which was carried on the voices. TIKORANGI ROAD. Mr. H. H. Jury wanted to know if the Council would grant a sum to repair the Tikorangi road, which was in a very bad state. The engineer reported that a sum of £35 would be required to put the road in decent order. It was decided to make the grant. POISONED GRAIN. Messrs. Teed and Co., New Plymouth, wrote asking that the Council allow their poisoned grain to be used by the settlers for the destruction of birds which were destroying the crops. It was decided to write to the firm stating that the Council had no objection, but could not undertake to purchase the poison. MANGAOIA ROAD. On the motion of Cr. O'Sullivan, seconded by Cr. Bell, it was decided to write to the Minister asking for a grant to be expended on the Mangaoia road. The chairman said he had been told that the road was almost impassable in winter, and accounts amounting to £443 were passed for payment. SPORTING. RACING IN AUSTRALIA. Received 6th, 12.15 a.m. Sydney, October 5. Solution, Pensioner, and Dacoline are scratched for all engagements at the Victorian R.C. meeting. Sarah's brother went lame on the Caulfield course, and Aurum broke down. DUNEDIN J.C. ACCEPTANCES. Per Press Association. Dunedin, October 5. Spring Hurdle Handicap—Strong-arm 10.8, Leonide 10.2, Black Friday 9.9, Macgregor 9.8, Waitangi 9.5, Delight 9.0, Cockatoo 9.0, Mavpole 9.0. Spring Handicap—Clysma 9.0, Sir Arbroath 8.12, Lady Wynne 8.10, Stepaside 8.8, Te Rohi 7.12, Melancholy 7.8, Tera 7.4, Muscovite 7.2, Oak 7.0. Moana Handicap—Vladimir 9.4, Red Lancer 8.5, Apollo 8.0, Leonide 7.12, Gladden 7.5, Dynamo 7.0. Farewell Handicap—Stepaside 9.0, Lucy 8.12, Tereroa 8.4, Muscovite 8.0, Lady Wynne 7.12, Dynamo 7.4. WELLINGTON WEIGHTS. Per Press Association. Wellington, October 5. Mr Dalnoch has declared the following weights for the Wellington Racing Club's meeting: Wellington Handicap—Melodeon 9.0, Sweet Marie 8.11, Zimmerman 8.8, Golden Glow 8.5, Sol 8.2, Kunutea 8.0, Achilles 7.13, Wairiki 7.10, Vandermar 7.8, Lochiel 7.7, Mahutonga 7.5, Maheno 7.4, Nyctimus 7.3, Leonide 7.2, Tiptoe 7.0, Stepaside 7.0. Hurdles—Hydrant 11.7, Nobleman 11.2, Aurum 10.10, Golden Rule 10.8, Stardust 10.0, Dynamo 9.10, Karawaka 9.7, Hakari 9.7, Te Ao 9.2. Trial Handicap—Apollo 8.10, Chalmers 8.8, Rapine 8.6, Red Lancer 8.5, Spalpeen 8.4, Golden Glow 8.2, Lady Wynne 8.0, Kilmarnock 7.12, Hua 7.10, Mystic 7.8, Sunbeam 7.7. Flying Handicap—Vladimir 9.0, Toa 8.12, Boomerang 8.10, Mahutonga 8.7, Madrid 8.0, Kunutea 7.12, Mavpole 7.10, Stardust 7.8. <box>275 24 398 770</box>
ad-exonia: THE EXONIA WARE. <box>1005 399 1079 409</box>
ad-tickets: TICKETS ONE SHILLING. <box>995 306 1089 316</box>
column-rule <box>401 24 402 1784</box>
turf-byline: (By "Sylvanus") <box>450 216 493 224</box>
ad-theatre-royal: THEATRE ROYAL <box>580 290 646 300</box>
ad-webster-pork: WEBSTER SCOTT'S PORK BUTCHERY <box>843 758 958 781</box>
ad-carter: C. CARTER <box>837 691 897 704</box>
ad-wednesday: WEDNESDAY, OCTOBER 10. <box>707 129 808 139</box>
ad-veale: A. VEALE <box>863 781 938 799</box>
headline-seismic: SEISMIC DISTURBANCE. <box>16 716 126 727</box>
ad-art-union: ART UNION <box>1010 249 1074 262</box>
number-100: 100 <box>688 78 724 104</box>
column-rule <box>271 24 272 1784</box>
ad-labor-day: LABOR DAY. <box>590 165 636 175</box>
headline-balkan: BALKAN AFFAIRS. <box>30 570 112 581</box>
to-editor: TO THE EDITOR. <box>46 800 96 808</box>
ad-vickers: VICKERS & STEVENS <box>700 46 815 59</box>
